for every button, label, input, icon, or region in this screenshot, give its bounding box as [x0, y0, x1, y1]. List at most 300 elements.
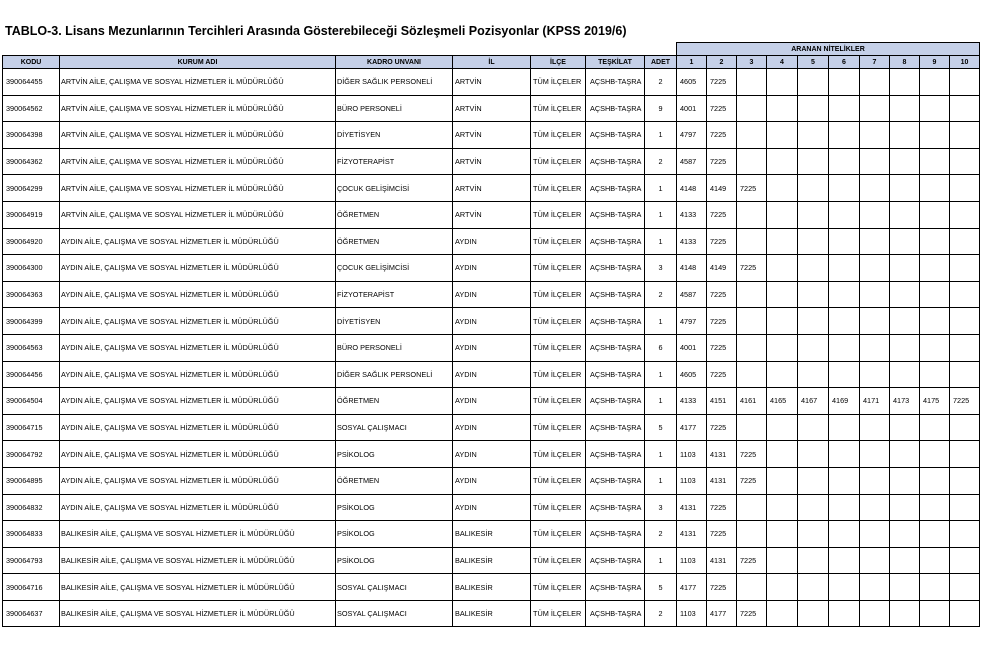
cell-nitelik-4	[767, 361, 798, 388]
header-adet: ADET	[645, 56, 677, 69]
cell-nitelik-8	[890, 95, 920, 122]
cell-nitelik-5	[798, 148, 829, 175]
cell-kurum-adi: AYDIN AİLE, ÇALIŞMA VE SOSYAL HİZMETLER İL MÜDÜRLÜĞÜ	[60, 308, 336, 335]
cell-adet: 1	[645, 547, 677, 574]
cell-nitelik-5	[798, 281, 829, 308]
cell-adet: 1	[645, 388, 677, 415]
cell-nitelik-6	[829, 148, 860, 175]
cell-nitelik-5	[798, 494, 829, 521]
cell-nitelik-3	[737, 95, 767, 122]
cell-nitelik-8	[890, 467, 920, 494]
cell-nitelik-2: 4131	[707, 547, 737, 574]
cell-nitelik-2: 4149	[707, 175, 737, 202]
cell-nitelik-2: 4177	[707, 600, 737, 627]
table-row	[3, 547, 980, 574]
cell-kodu: 390064895	[3, 467, 60, 494]
cell-adet: 1	[645, 228, 677, 255]
table-row	[3, 361, 980, 388]
cell-nitelik-2: 7225	[707, 574, 737, 601]
cell-nitelik-9	[920, 175, 950, 202]
cell-nitelik-10	[950, 600, 980, 627]
cell-nitelik-4	[767, 255, 798, 282]
cell-nitelik-5	[798, 334, 829, 361]
cell-nitelik-4	[767, 334, 798, 361]
cell-nitelik-2: 7225	[707, 95, 737, 122]
cell-nitelik-1: 4587	[677, 148, 707, 175]
cell-teskilat: AÇSHB-TAŞRA	[586, 175, 645, 202]
cell-kodu: 390064563	[3, 334, 60, 361]
cell-nitelik-7	[860, 148, 890, 175]
cell-nitelik-3	[737, 201, 767, 228]
cell-nitelik-3: 7225	[737, 255, 767, 282]
cell-nitelik-10	[950, 69, 980, 96]
cell-nitelik-5	[798, 467, 829, 494]
cell-kodu: 390064300	[3, 255, 60, 282]
cell-nitelik-6	[829, 600, 860, 627]
header-row	[3, 56, 980, 69]
cell-nitelik-7	[860, 441, 890, 468]
cell-kadro-unvani: SOSYAL ÇALIŞMACI	[336, 600, 453, 627]
cell-teskilat: AÇSHB-TAŞRA	[586, 69, 645, 96]
cell-nitelik-9	[920, 600, 950, 627]
cell-nitelik-7	[860, 69, 890, 96]
cell-kadro-unvani: PSİKOLOG	[336, 494, 453, 521]
cell-nitelik-10	[950, 494, 980, 521]
cell-adet: 1	[645, 175, 677, 202]
cell-il: BALIKESİR	[453, 521, 531, 548]
cell-il: BALIKESİR	[453, 574, 531, 601]
cell-nitelik-9	[920, 69, 950, 96]
cell-il: AYDIN	[453, 441, 531, 468]
cell-kodu: 390064919	[3, 201, 60, 228]
cell-adet: 1	[645, 467, 677, 494]
cell-kurum-adi: ARTVİN AİLE, ÇALIŞMA VE SOSYAL HİZMETLER İL MÜDÜRLÜĞÜ	[60, 122, 336, 149]
cell-nitelik-8	[890, 334, 920, 361]
cell-ilce: TÜM İLÇELER	[531, 148, 586, 175]
cell-nitelik-2: 7225	[707, 69, 737, 96]
table-row	[3, 414, 980, 441]
cell-nitelik-1: 1103	[677, 600, 707, 627]
header-nitelik-9: 9	[920, 56, 950, 69]
cell-nitelik-10	[950, 334, 980, 361]
cell-adet: 3	[645, 255, 677, 282]
cell-nitelik-4	[767, 521, 798, 548]
cell-nitelik-9	[920, 255, 950, 282]
cell-nitelik-3	[737, 148, 767, 175]
cell-kadro-unvani: SOSYAL ÇALIŞMACI	[336, 574, 453, 601]
cell-nitelik-2: 4149	[707, 255, 737, 282]
cell-adet: 5	[645, 574, 677, 601]
table-row	[3, 175, 980, 202]
cell-kodu: 390064456	[3, 361, 60, 388]
header-nitelik-1: 1	[677, 56, 707, 69]
cell-teskilat: AÇSHB-TAŞRA	[586, 467, 645, 494]
cell-nitelik-8: 4173	[890, 388, 920, 415]
cell-nitelik-7	[860, 228, 890, 255]
cell-nitelik-4	[767, 201, 798, 228]
header-kadro: KADRO UNVANI	[336, 56, 453, 69]
table-row	[3, 95, 980, 122]
cell-nitelik-7	[860, 547, 890, 574]
cell-nitelik-6	[829, 547, 860, 574]
cell-nitelik-6: 4169	[829, 388, 860, 415]
cell-kodu: 390064398	[3, 122, 60, 149]
cell-kadro-unvani: SOSYAL ÇALIŞMACI	[336, 414, 453, 441]
cell-nitelik-2: 4151	[707, 388, 737, 415]
cell-nitelik-7	[860, 122, 890, 149]
cell-nitelik-9	[920, 494, 950, 521]
cell-nitelik-8	[890, 255, 920, 282]
cell-adet: 1	[645, 361, 677, 388]
cell-adet: 2	[645, 148, 677, 175]
cell-adet: 9	[645, 95, 677, 122]
header-nitelik-4: 4	[767, 56, 798, 69]
cell-nitelik-9	[920, 228, 950, 255]
cell-nitelik-2: 7225	[707, 414, 737, 441]
cell-nitelik-2: 7225	[707, 521, 737, 548]
cell-il: AYDIN	[453, 308, 531, 335]
cell-nitelik-4	[767, 574, 798, 601]
cell-nitelik-9	[920, 441, 950, 468]
cell-teskilat: AÇSHB-TAŞRA	[586, 308, 645, 335]
cell-kurum-adi: ARTVİN AİLE, ÇALIŞMA VE SOSYAL HİZMETLER İL MÜDÜRLÜĞÜ	[60, 201, 336, 228]
cell-nitelik-9	[920, 334, 950, 361]
cell-nitelik-2: 7225	[707, 361, 737, 388]
cell-teskilat: AÇSHB-TAŞRA	[586, 494, 645, 521]
cell-nitelik-10	[950, 467, 980, 494]
cell-nitelik-1: 4797	[677, 122, 707, 149]
cell-nitelik-9	[920, 95, 950, 122]
cell-nitelik-10: 7225	[950, 388, 980, 415]
cell-nitelik-4	[767, 467, 798, 494]
cell-il: ARTVİN	[453, 201, 531, 228]
cell-ilce: TÜM İLÇELER	[531, 228, 586, 255]
cell-kodu: 390064716	[3, 574, 60, 601]
cell-nitelik-5	[798, 122, 829, 149]
cell-il: BALIKESİR	[453, 547, 531, 574]
cell-nitelik-2: 7225	[707, 308, 737, 335]
cell-kurum-adi: ARTVİN AİLE, ÇALIŞMA VE SOSYAL HİZMETLER İL MÜDÜRLÜĞÜ	[60, 95, 336, 122]
cell-nitelik-5	[798, 600, 829, 627]
cell-nitelik-6	[829, 228, 860, 255]
header-il: İL	[453, 56, 531, 69]
table-row	[3, 308, 980, 335]
header-nitelik-3: 3	[737, 56, 767, 69]
cell-kurum-adi: AYDIN AİLE, ÇALIŞMA VE SOSYAL HİZMETLER İL MÜDÜRLÜĞÜ	[60, 255, 336, 282]
cell-nitelik-7	[860, 308, 890, 335]
cell-nitelik-3	[737, 122, 767, 149]
cell-nitelik-1: 4001	[677, 95, 707, 122]
header-kodu: KODU	[3, 56, 60, 69]
cell-ilce: TÜM İLÇELER	[531, 201, 586, 228]
cell-nitelik-1: 4131	[677, 521, 707, 548]
cell-kadro-unvani: BÜRO PERSONELİ	[336, 95, 453, 122]
cell-nitelik-5	[798, 175, 829, 202]
cell-nitelik-10	[950, 228, 980, 255]
cell-teskilat: AÇSHB-TAŞRA	[586, 281, 645, 308]
cell-il: ARTVİN	[453, 175, 531, 202]
cell-kadro-unvani: DİĞER SAĞLIK PERSONELİ	[336, 69, 453, 96]
cell-kurum-adi: AYDIN AİLE, ÇALIŞMA VE SOSYAL HİZMETLER İL MÜDÜRLÜĞÜ	[60, 334, 336, 361]
page-title: TABLO-3. Lisans Mezunlarının Tercihleri Arasında Gösterebileceği Sözleşmeli Pozisyonlar (KPSS 2019/6)	[5, 24, 627, 38]
cell-kadro-unvani: PSİKOLOG	[336, 441, 453, 468]
cell-il: ARTVİN	[453, 69, 531, 96]
cell-teskilat: AÇSHB-TAŞRA	[586, 600, 645, 627]
cell-nitelik-6	[829, 69, 860, 96]
cell-kodu: 390064637	[3, 600, 60, 627]
cell-nitelik-10	[950, 281, 980, 308]
cell-il: AYDIN	[453, 361, 531, 388]
cell-nitelik-9: 4175	[920, 388, 950, 415]
cell-nitelik-3	[737, 574, 767, 601]
cell-teskilat: AÇSHB-TAŞRA	[586, 547, 645, 574]
cell-kadro-unvani: DİĞER SAĞLIK PERSONELİ	[336, 361, 453, 388]
cell-il: AYDIN	[453, 228, 531, 255]
cell-nitelik-6	[829, 308, 860, 335]
cell-teskilat: AÇSHB-TAŞRA	[586, 95, 645, 122]
cell-adet: 2	[645, 69, 677, 96]
cell-ilce: TÜM İLÇELER	[531, 521, 586, 548]
cell-nitelik-7	[860, 255, 890, 282]
cell-nitelik-7	[860, 281, 890, 308]
cell-kadro-unvani: BÜRO PERSONELİ	[336, 334, 453, 361]
cell-nitelik-4	[767, 547, 798, 574]
header-teskilat: TEŞKİLAT	[586, 56, 645, 69]
cell-nitelik-2: 7225	[707, 122, 737, 149]
table-row	[3, 69, 980, 96]
cell-nitelik-5	[798, 521, 829, 548]
cell-nitelik-9	[920, 574, 950, 601]
cell-kurum-adi: AYDIN AİLE, ÇALIŞMA VE SOSYAL HİZMETLER İL MÜDÜRLÜĞÜ	[60, 414, 336, 441]
cell-kurum-adi: AYDIN AİLE, ÇALIŞMA VE SOSYAL HİZMETLER İL MÜDÜRLÜĞÜ	[60, 388, 336, 415]
cell-nitelik-6	[829, 122, 860, 149]
cell-nitelik-10	[950, 148, 980, 175]
cell-nitelik-5	[798, 361, 829, 388]
cell-nitelik-7	[860, 334, 890, 361]
cell-nitelik-1: 1103	[677, 441, 707, 468]
cell-nitelik-8	[890, 201, 920, 228]
cell-adet: 6	[645, 334, 677, 361]
table-row	[3, 255, 980, 282]
cell-nitelik-3	[737, 361, 767, 388]
cell-il: ARTVİN	[453, 148, 531, 175]
cell-il: AYDIN	[453, 281, 531, 308]
cell-ilce: TÜM İLÇELER	[531, 467, 586, 494]
cell-nitelik-9	[920, 361, 950, 388]
table-row	[3, 388, 980, 415]
header-nitelik-10: 10	[950, 56, 980, 69]
cell-nitelik-8	[890, 441, 920, 468]
cell-kodu: 390064792	[3, 441, 60, 468]
cell-nitelik-9	[920, 414, 950, 441]
cell-nitelik-5	[798, 255, 829, 282]
cell-nitelik-10	[950, 308, 980, 335]
table-row	[3, 494, 980, 521]
cell-nitelik-1: 4605	[677, 361, 707, 388]
cell-adet: 2	[645, 281, 677, 308]
cell-nitelik-10	[950, 175, 980, 202]
cell-nitelik-3	[737, 281, 767, 308]
cell-kurum-adi: AYDIN AİLE, ÇALIŞMA VE SOSYAL HİZMETLER İL MÜDÜRLÜĞÜ	[60, 361, 336, 388]
cell-adet: 2	[645, 521, 677, 548]
cell-nitelik-2: 7225	[707, 334, 737, 361]
cell-nitelik-3	[737, 228, 767, 255]
header-aranan-nitelikler: ARANAN NİTELİKLER	[677, 43, 980, 56]
cell-nitelik-8	[890, 228, 920, 255]
cell-nitelik-7	[860, 494, 890, 521]
cell-il: ARTVİN	[453, 95, 531, 122]
cell-kurum-adi: BALIKESİR AİLE, ÇALIŞMA VE SOSYAL HİZMETLER İL MÜDÜRLÜĞÜ	[60, 547, 336, 574]
table-row	[3, 467, 980, 494]
cell-adet: 1	[645, 122, 677, 149]
cell-nitelik-2: 7225	[707, 281, 737, 308]
cell-nitelik-6	[829, 255, 860, 282]
cell-nitelik-7	[860, 201, 890, 228]
cell-nitelik-5	[798, 308, 829, 335]
cell-nitelik-1: 4131	[677, 494, 707, 521]
cell-nitelik-9	[920, 148, 950, 175]
cell-adet: 1	[645, 308, 677, 335]
cell-nitelik-8	[890, 281, 920, 308]
cell-nitelik-4	[767, 175, 798, 202]
cell-nitelik-7	[860, 600, 890, 627]
cell-nitelik-8	[890, 122, 920, 149]
cell-nitelik-10	[950, 574, 980, 601]
table-row	[3, 334, 980, 361]
cell-nitelik-7	[860, 361, 890, 388]
cell-nitelik-6	[829, 441, 860, 468]
cell-nitelik-3: 7225	[737, 547, 767, 574]
cell-kurum-adi: ARTVİN AİLE, ÇALIŞMA VE SOSYAL HİZMETLER İL MÜDÜRLÜĞÜ	[60, 175, 336, 202]
cell-nitelik-4	[767, 228, 798, 255]
cell-nitelik-3: 7225	[737, 175, 767, 202]
cell-nitelik-8	[890, 414, 920, 441]
cell-nitelik-4	[767, 95, 798, 122]
cell-nitelik-4: 4165	[767, 388, 798, 415]
header-nitelik-5: 5	[798, 56, 829, 69]
cell-ilce: TÜM İLÇELER	[531, 574, 586, 601]
cell-teskilat: AÇSHB-TAŞRA	[586, 574, 645, 601]
cell-kurum-adi: AYDIN AİLE, ÇALIŞMA VE SOSYAL HİZMETLER İL MÜDÜRLÜĞÜ	[60, 281, 336, 308]
header-kurum: KURUM ADI	[60, 56, 336, 69]
cell-nitelik-5: 4167	[798, 388, 829, 415]
table-row	[3, 122, 980, 149]
cell-nitelik-1: 4605	[677, 69, 707, 96]
table-row	[3, 281, 980, 308]
cell-nitelik-4	[767, 148, 798, 175]
cell-kadro-unvani: ÖĞRETMEN	[336, 201, 453, 228]
header-nitelik-7: 7	[860, 56, 890, 69]
cell-teskilat: AÇSHB-TAŞRA	[586, 521, 645, 548]
cell-adet: 5	[645, 414, 677, 441]
cell-nitelik-9	[920, 201, 950, 228]
cell-kadro-unvani: ÖĞRETMEN	[336, 228, 453, 255]
cell-nitelik-4	[767, 441, 798, 468]
cell-nitelik-10	[950, 122, 980, 149]
cell-kadro-unvani: PSİKOLOG	[336, 521, 453, 548]
cell-nitelik-3: 7225	[737, 600, 767, 627]
cell-kadro-unvani: ÇOCUK GELİŞİMCİSİ	[336, 175, 453, 202]
cell-nitelik-3	[737, 308, 767, 335]
cell-kadro-unvani: PSİKOLOG	[336, 547, 453, 574]
cell-kadro-unvani: ÖĞRETMEN	[336, 467, 453, 494]
cell-nitelik-6	[829, 521, 860, 548]
cell-adet: 1	[645, 201, 677, 228]
cell-teskilat: AÇSHB-TAŞRA	[586, 388, 645, 415]
table-body	[3, 69, 980, 627]
cell-nitelik-6	[829, 281, 860, 308]
cell-il: AYDIN	[453, 255, 531, 282]
cell-nitelik-5	[798, 228, 829, 255]
cell-kadro-unvani: ÖĞRETMEN	[336, 388, 453, 415]
table-row	[3, 574, 980, 601]
cell-ilce: TÜM İLÇELER	[531, 600, 586, 627]
cell-il: AYDIN	[453, 494, 531, 521]
cell-nitelik-7	[860, 95, 890, 122]
cell-teskilat: AÇSHB-TAŞRA	[586, 334, 645, 361]
cell-kurum-adi: BALIKESİR AİLE, ÇALIŞMA VE SOSYAL HİZMETLER İL MÜDÜRLÜĞÜ	[60, 521, 336, 548]
cell-kadro-unvani: FİZYOTERAPİST	[336, 281, 453, 308]
cell-nitelik-6	[829, 201, 860, 228]
cell-nitelik-3: 7225	[737, 441, 767, 468]
cell-kodu: 390064455	[3, 69, 60, 96]
cell-nitelik-1: 4148	[677, 175, 707, 202]
table-row	[3, 148, 980, 175]
cell-nitelik-6	[829, 95, 860, 122]
cell-adet: 2	[645, 600, 677, 627]
cell-nitelik-3	[737, 414, 767, 441]
cell-nitelik-1: 4133	[677, 388, 707, 415]
cell-nitelik-7	[860, 521, 890, 548]
cell-nitelik-4	[767, 600, 798, 627]
cell-nitelik-1: 4177	[677, 414, 707, 441]
table-row	[3, 441, 980, 468]
table-row	[3, 521, 980, 548]
cell-nitelik-2: 7225	[707, 148, 737, 175]
cell-nitelik-6	[829, 414, 860, 441]
cell-nitelik-6	[829, 175, 860, 202]
cell-nitelik-1: 4797	[677, 308, 707, 335]
cell-kurum-adi: BALIKESİR AİLE, ÇALIŞMA VE SOSYAL HİZMETLER İL MÜDÜRLÜĞÜ	[60, 574, 336, 601]
cell-nitelik-1: 4148	[677, 255, 707, 282]
cell-nitelik-8	[890, 574, 920, 601]
cell-ilce: TÜM İLÇELER	[531, 281, 586, 308]
cell-nitelik-9	[920, 547, 950, 574]
cell-il: AYDIN	[453, 334, 531, 361]
cell-kodu: 390064920	[3, 228, 60, 255]
cell-nitelik-4	[767, 122, 798, 149]
cell-nitelik-10	[950, 547, 980, 574]
cell-kodu: 390064562	[3, 95, 60, 122]
cell-ilce: TÜM İLÇELER	[531, 547, 586, 574]
positions-table	[2, 42, 980, 627]
cell-nitelik-2: 4131	[707, 441, 737, 468]
cell-nitelik-7	[860, 414, 890, 441]
cell-teskilat: AÇSHB-TAŞRA	[586, 361, 645, 388]
cell-nitelik-7	[860, 574, 890, 601]
header-nitelik-2: 2	[707, 56, 737, 69]
cell-ilce: TÜM İLÇELER	[531, 255, 586, 282]
cell-nitelik-7	[860, 467, 890, 494]
cell-kurum-adi: BALIKESİR AİLE, ÇALIŞMA VE SOSYAL HİZMETLER İL MÜDÜRLÜĞÜ	[60, 600, 336, 627]
cell-nitelik-4	[767, 494, 798, 521]
cell-nitelik-3	[737, 521, 767, 548]
cell-il: AYDIN	[453, 388, 531, 415]
cell-nitelik-3: 4161	[737, 388, 767, 415]
cell-nitelik-9	[920, 281, 950, 308]
cell-nitelik-10	[950, 361, 980, 388]
cell-nitelik-1: 1103	[677, 467, 707, 494]
